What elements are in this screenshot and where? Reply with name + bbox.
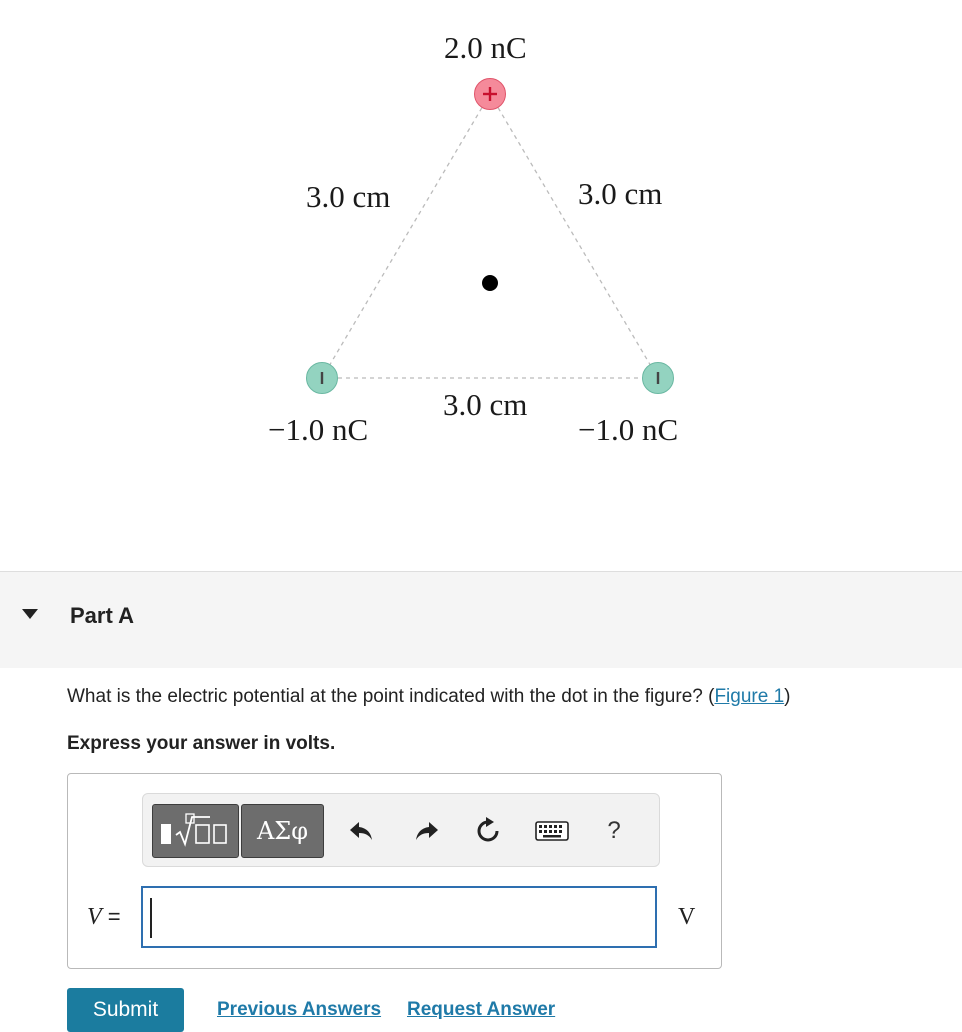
answer-box bbox=[67, 773, 722, 969]
math-toolbar bbox=[142, 793, 660, 867]
templates-button[interactable] bbox=[152, 804, 239, 858]
bottom-left-charge-label: −1.0 nC bbox=[268, 412, 369, 447]
point-dot bbox=[482, 275, 498, 291]
previous-answers-link[interactable]: Previous Answers bbox=[217, 999, 382, 1020]
figure-link[interactable]: Figure 1 bbox=[714, 686, 785, 707]
bottom-right-charge-label: −1.0 nC bbox=[578, 412, 679, 447]
right-side-label: 3.0 cm bbox=[578, 176, 663, 211]
instruction-text: Express your answer in volts. bbox=[67, 733, 336, 754]
equals-sign: = bbox=[107, 904, 121, 929]
redo-icon[interactable] bbox=[411, 816, 441, 846]
negative-charge-right bbox=[642, 362, 674, 394]
minus-icon bbox=[649, 369, 667, 387]
collapse-arrow-icon[interactable] bbox=[22, 609, 38, 619]
plus-icon bbox=[481, 85, 499, 103]
top-charge-label: 2.0 nC bbox=[444, 30, 527, 65]
left-side-line bbox=[322, 94, 490, 378]
left-side-label: 3.0 cm bbox=[306, 179, 391, 214]
question-close: ) bbox=[784, 686, 791, 707]
part-title: Part A bbox=[70, 603, 134, 628]
negative-charge-left bbox=[306, 362, 338, 394]
part-header[interactable] bbox=[0, 571, 962, 668]
question-text bbox=[67, 686, 790, 708]
answer-input[interactable] bbox=[141, 886, 657, 948]
greek-symbols-button[interactable]: ΑΣφ bbox=[241, 804, 324, 858]
request-answer-link[interactable]: Request Answer bbox=[407, 999, 556, 1020]
variable-label bbox=[87, 904, 121, 931]
help-icon[interactable]: ? bbox=[607, 817, 621, 844]
unit-label: V bbox=[678, 904, 696, 930]
question-body: What is the electric potential at the point indicated with the dot in the figure? ( bbox=[67, 686, 715, 707]
undo-icon[interactable] bbox=[347, 816, 377, 846]
positive-charge bbox=[474, 78, 506, 110]
templates-icon bbox=[158, 811, 234, 851]
submit-button[interactable]: Submit bbox=[67, 988, 184, 1032]
text-cursor bbox=[150, 898, 152, 938]
reset-icon[interactable] bbox=[473, 816, 503, 846]
right-side-line bbox=[490, 94, 658, 378]
variable-symbol: V bbox=[87, 904, 102, 930]
keyboard-icon[interactable] bbox=[535, 816, 569, 846]
bottom-side-label: 3.0 cm bbox=[443, 387, 528, 422]
minus-icon bbox=[313, 369, 331, 387]
